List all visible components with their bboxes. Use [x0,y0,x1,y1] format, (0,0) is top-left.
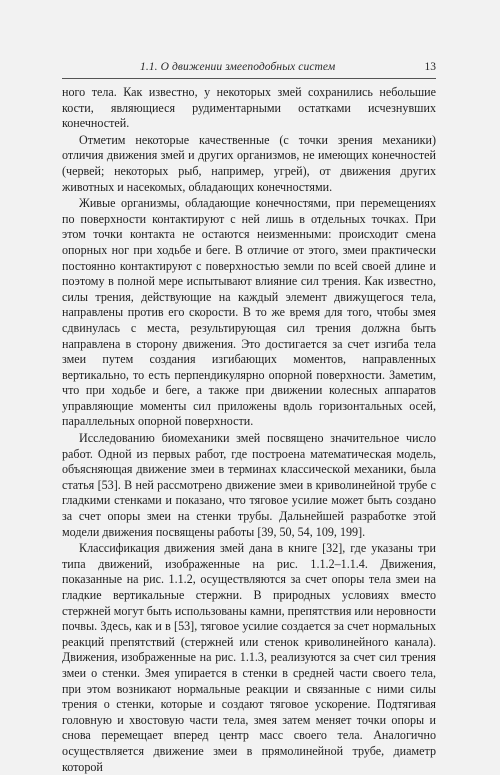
section-title: 1.1. О движении змееподобных систем [140,61,336,73]
running-header [62,61,436,79]
header-divider [62,78,436,79]
paragraph: Живые организмы, обладающие конечностями, при перемещениях по поверхности контактируют с ней лишь в отдельных точках. При этом точки контакта не остаются неизменными: происходит смена опорных ног при ходьбе и беге. В отличие от этого, змеи практически постоянно контактируют с поверхностью земли по всей своей длине и поэтому в полной мере испытывают влияние сил трения. Как известно, силы трения, действующие на каждый элемент движущегося тела, направлены против его скорости. В то же время для того, чтобы змея сдвинулась с места, результирующая сил трения должна быть направлена в сторону движения. Это достигается за счет изгиба тела змеи путем создания изгибающих моментов, направленных вертикально, то есть перпендикулярно опорной поверхности. Заметим, что при ходьбе и беге, а также при движении колесных аппаратов управляющие моменты сил приложены вдоль горизонтальных осей, параллельных опорной поверхности. [62,196,436,429]
body-text [62,85,436,775]
paragraph: Отметим некоторые качественные (с точки зрения механики) отличия движения змей и других организмов, не имеющих конечностей (червей; некоторых рыб, например, угрей), от движения других животных и насекомых, обладающих конечностями. [62,132,436,194]
paragraph: Классификация движения змей дана в книге [32], где указаны три типа движений, изображенные на рис. 1.1.2–1.1.4. Движения, показанные на рис. 1.1.2, осуществляются за счет опоры тела змеи на гладкие вертикальные стержни. В природных условиях вместо стержней могут быть использованы камни, препятствия или неровности почвы. Здесь, как и в [53], тяговое усилие создается за счет нормальных реакций препятствий (стержней или стенок криволинейного канала). Движения, изображенные на рис. 1.1.3, реализуются за счет сил трения змеи о стенки. Змея упирается в стенки в средней части своего тела, при этом возникают нормальные реакции и связанные с ними силы трения о стенки, которые и создают тяговое ускорение. Подтягивая головную и хвостовую части тела, змея затем меняет точки опоры и снова перемещает вперед центр масс своего тела. Аналогично осуществляется движение змеи в прямолинейной трубе, диаметр которой [62,541,436,774]
paragraph: Исследованию биомеханики змей посвящено значительное число работ. Одной из первых работ, где построена математическая модель, объясняющая движение змеи в терминах классической механики, была статья [53]. В ней рассмотрено движение змеи в криволинейной трубе с гладкими стенками и показано, что тяговое усилие может быть создано за счет опоры змеи на стенки трубы. Дальнейшей разработке этой модели движения посвящены работы [39, 50, 54, 109, 199]. [62,431,436,539]
page-number: 13 [424,61,436,73]
paragraph-continuation: ного тела. Как известно, у некоторых змей сохранились небольшие кости, являющиеся рудиментарными остатками исчезнувших конечностей. [62,85,436,131]
